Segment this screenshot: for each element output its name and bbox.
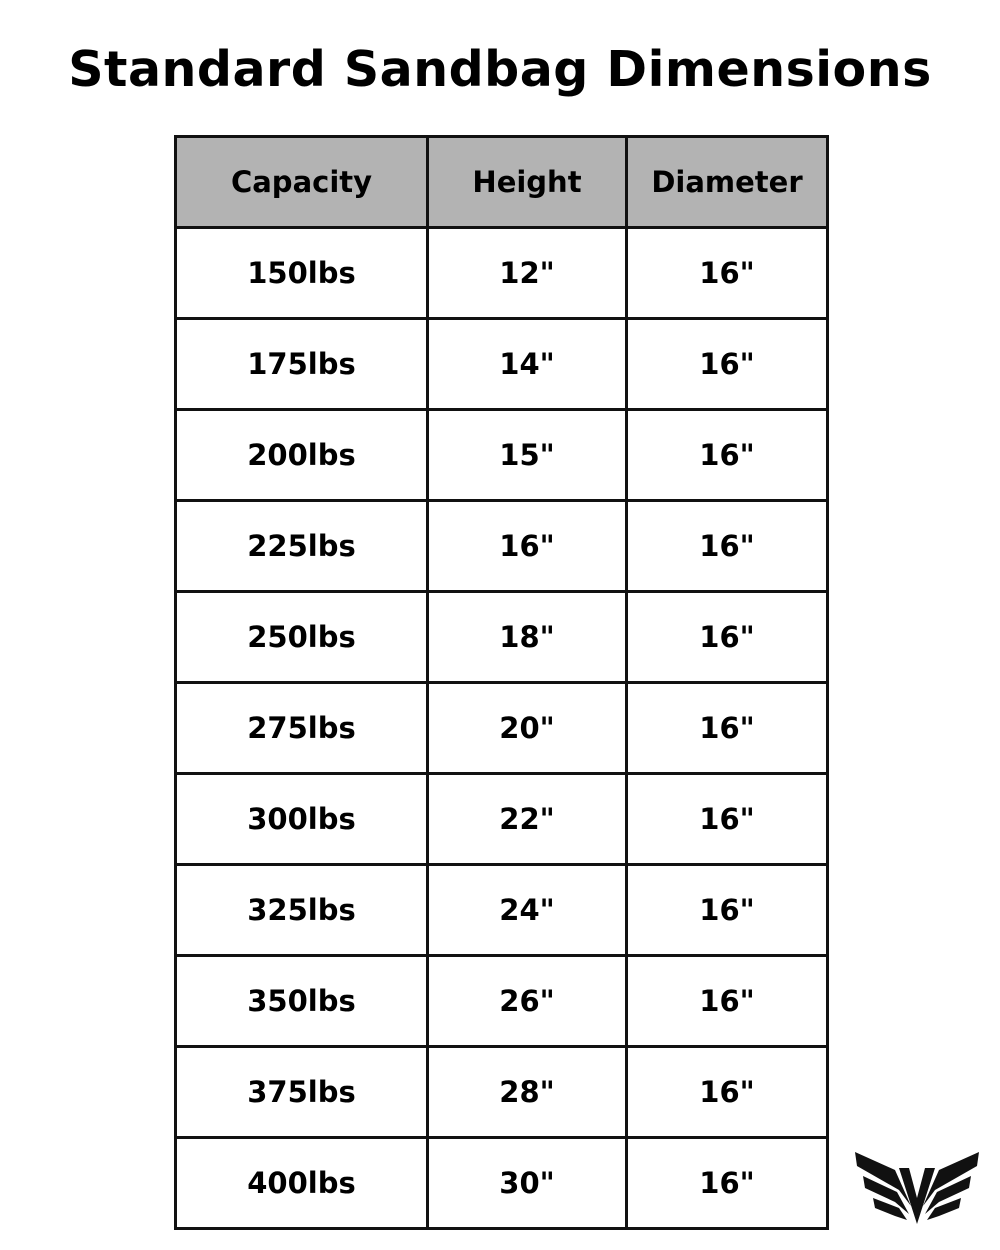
winged-v-logo-icon — [855, 1148, 979, 1228]
cell-height: 12" — [428, 228, 627, 319]
dimensions-table — [174, 135, 829, 1230]
cell-diameter: 16" — [627, 865, 828, 956]
cell-height: 30" — [428, 1138, 627, 1229]
cell-capacity: 200lbs — [176, 410, 428, 501]
table-row — [176, 865, 828, 956]
cell-capacity: 375lbs — [176, 1047, 428, 1138]
cell-capacity: 300lbs — [176, 774, 428, 865]
cell-diameter: 16" — [627, 592, 828, 683]
cell-diameter: 16" — [627, 956, 828, 1047]
cell-height: 24" — [428, 865, 627, 956]
cell-height: 15" — [428, 410, 627, 501]
cell-diameter: 16" — [627, 683, 828, 774]
cell-height: 22" — [428, 774, 627, 865]
cell-diameter: 16" — [627, 319, 828, 410]
cell-diameter: 16" — [627, 1138, 828, 1229]
cell-capacity: 250lbs — [176, 592, 428, 683]
cell-diameter: 16" — [627, 410, 828, 501]
cell-capacity: 400lbs — [176, 1138, 428, 1229]
cell-capacity: 150lbs — [176, 228, 428, 319]
cell-capacity: 275lbs — [176, 683, 428, 774]
cell-diameter: 16" — [627, 501, 828, 592]
table-row — [176, 1047, 828, 1138]
table-row — [176, 319, 828, 410]
table-row — [176, 410, 828, 501]
table-row — [176, 1138, 828, 1229]
header-height: Height — [428, 137, 627, 228]
cell-capacity: 350lbs — [176, 956, 428, 1047]
cell-height: 26" — [428, 956, 627, 1047]
cell-height: 28" — [428, 1047, 627, 1138]
cell-capacity: 175lbs — [176, 319, 428, 410]
table-row — [176, 956, 828, 1047]
page-title: Standard Sandbag Dimensions — [68, 41, 932, 98]
table-row — [176, 683, 828, 774]
cell-height: 16" — [428, 501, 627, 592]
table-row — [176, 592, 828, 683]
table-header-row — [176, 137, 828, 228]
cell-height: 20" — [428, 683, 627, 774]
header-capacity: Capacity — [176, 137, 428, 228]
table-row — [176, 228, 828, 319]
cell-capacity: 325lbs — [176, 865, 428, 956]
cell-diameter: 16" — [627, 774, 828, 865]
cell-capacity: 225lbs — [176, 501, 428, 592]
cell-diameter: 16" — [627, 228, 828, 319]
cell-height: 14" — [428, 319, 627, 410]
cell-diameter: 16" — [627, 1047, 828, 1138]
header-diameter: Diameter — [627, 137, 828, 228]
cell-height: 18" — [428, 592, 627, 683]
table-row — [176, 501, 828, 592]
table-row — [176, 774, 828, 865]
